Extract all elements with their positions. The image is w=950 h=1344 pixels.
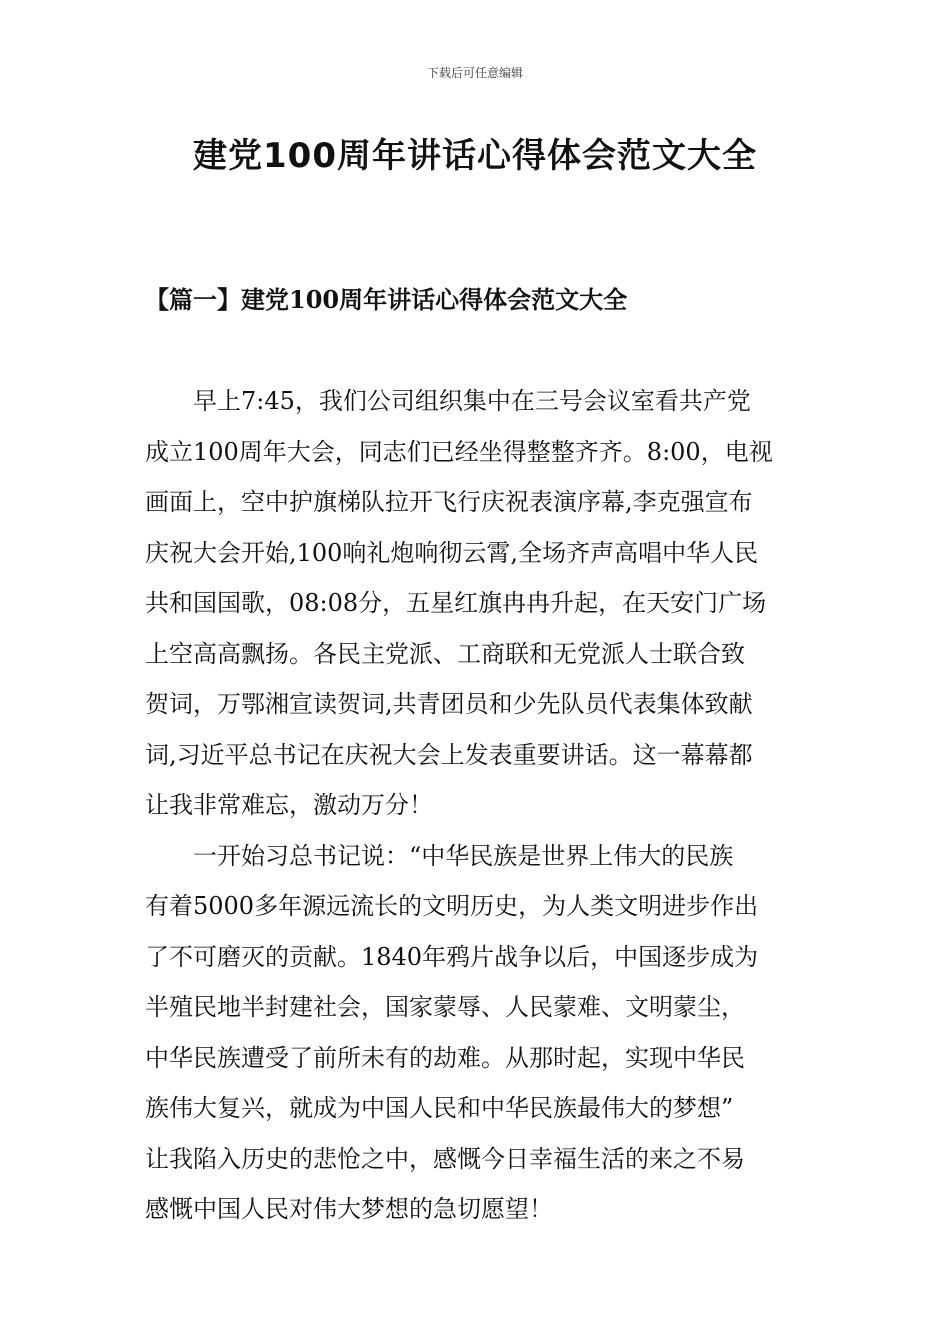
text-line: 族伟大复兴，就成为中国人民和中华民族最伟大的梦想” (145, 1094, 734, 1122)
header-note: 下载后可任意编辑 (426, 66, 523, 80)
paragraph-2 (145, 831, 805, 1235)
section-heading: 【篇一】建党100周年讲话心得体会范文大全 (145, 285, 628, 314)
text-line: 上空高高飘扬。各民主党派、工商联和无党派人士联合致 (145, 639, 745, 668)
text-line: 贺词，万鄂湘宣读贺词,共青团员和少先队员代表集体致献 (145, 690, 753, 718)
text-line: 中华民族遭受了前所未有的劫难。从那时起，实现中华民 (145, 1043, 745, 1072)
text-line: 一开始习总书记说：“中华民族是世界上伟大的民族 (193, 841, 734, 870)
text-line: 半殖民地半封建社会，国家蒙辱、人民蒙难、文明蒙尘， (145, 993, 745, 1021)
paragraph-1 (145, 376, 805, 831)
text-line: 成立100周年大会，同志们已经坐得整整齐齐。8:00，电视 (145, 437, 773, 466)
text-line: 让我非常难忘，激动万分！ (145, 791, 433, 819)
text-line: 早上7:45，我们公司组织集中在三号会议室看共产党 (193, 387, 751, 415)
text-line: 词,习近平总书记在庆祝大会上发表重要讲话。这一幕幕都 (145, 740, 753, 769)
document-body (145, 376, 805, 1235)
text-line: 庆祝大会开始,100响礼炮响彻云霄,全场齐声高唱中华人民 (145, 538, 759, 567)
text-line: 了不可磨灭的贡献。1840年鸦片战争以后，中国逐步成为 (145, 942, 759, 971)
text-line: 画面上，空中护旗梯队拉开飞行庆祝表演序幕,李克强宣布 (145, 488, 753, 516)
text-line: 有着5000多年源远流长的文明历史，为人类文明进步作出 (145, 892, 759, 920)
text-line: 共和国国歌，08:08分，五星红旗冉冉升起，在天安门广场 (145, 589, 767, 617)
document-title: 建党100周年讲话心得体会范文大全 (193, 136, 757, 176)
text-line: 让我陷入历史的悲怆之中，感慨今日幸福生活的来之不易 (145, 1144, 745, 1173)
text-line: 感慨中国人民对伟大梦想的急切愿望！ (145, 1195, 553, 1223)
